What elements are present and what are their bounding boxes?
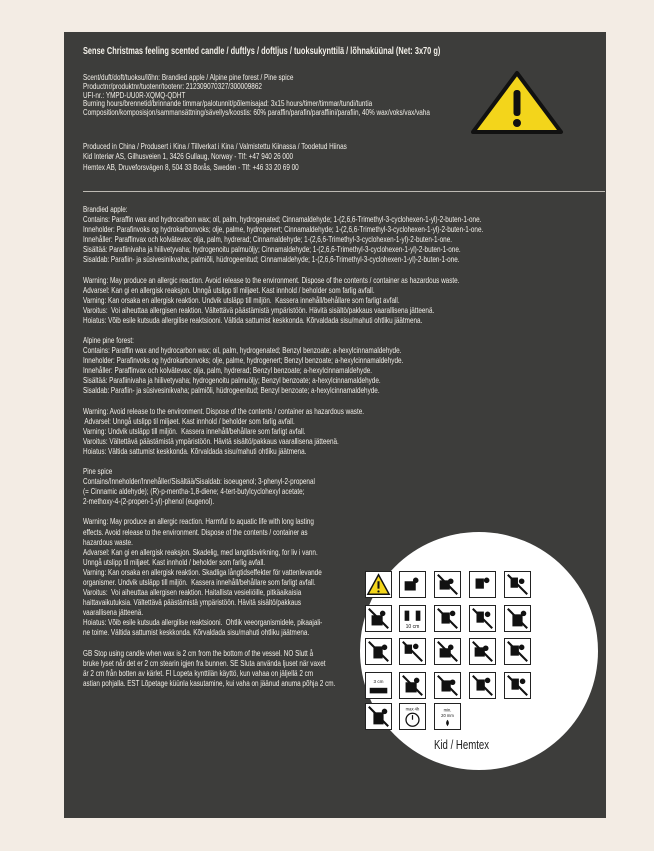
text-line: Warning: May produce an allergic reaction. Avoid release to the environment. Dispose of the contents / container as hazardous waste. <box>83 274 460 285</box>
no-cutting-icon <box>469 571 496 598</box>
spacing-icon <box>399 672 426 699</box>
min-3cm-icon <box>365 672 392 699</box>
svg-text:20 mm: 20 mm <box>441 712 454 718</box>
product-title: Sense Christmas feeling scented candle / duftlys / doftljus / tuoksukynttilä / lõhnaküünal (Net: 3x70 g) <box>83 46 441 57</box>
text-line: är 2 cm från botten av kärlet. FI Lopeta kynttilän käyttö, kun vahaa on jäljellä 2 cm <box>83 667 314 678</box>
text-line: (= Cinnamic aldehyde); (R)-p-mentha-1,8-diene; 4-tert-butylcyclohexyl acetate; <box>83 486 305 497</box>
text-line: Kid Interiør AS, Gilhusveien 1, 3426 Gullaug, Norway - Tlf: +47 940 26 000 <box>83 151 294 162</box>
text-line: Inneholder: Parafinvoks og hydrokarbonvoks; olje, palme, hydrogenert; Benzyl benzoate; a-hexylcinnamaldehyde. <box>83 355 404 366</box>
text-line: ne toime. Vältida sattumist keskkonda. Kõrvaldada sisu/mahuti ohtliku jäätmena. <box>83 627 310 638</box>
text-line: Contains: Paraffin wax and hydrocarbon wax; oil, palm, hydrogenated; Benzyl benzoate; a-hexylcinnamaldehyde. <box>83 345 402 356</box>
max-burn-time-icon <box>399 703 426 730</box>
text-line: Contains/Inneholder/Innehåller/Sisältää/Sisaldab: isoeugenol; 3-phenyl-2-propenal <box>83 476 315 487</box>
spacing-10cm-icon <box>399 605 426 632</box>
text-line: Varoitus: Vältettävä päästämistä ympäristöön. Hävitä sisältö/pakkaus vaarallisena jätteenä. <box>83 435 339 446</box>
text-line: 2-methoxy-4-(2-propen-1-yl)-phenol (eugenol). <box>83 496 215 507</box>
text-line: Burning hours/brennetid/brinnande timmar/palotunnit/põlemisajad: 3x15 hours/timer/timmar/tundi/tuntia <box>83 98 373 109</box>
text-line: Varning: Undvik utsläpp till miljön. Kassera innehåll/behållare som farligt avfall. <box>83 425 306 436</box>
distance-pictogram-icon <box>434 571 461 598</box>
text-line: Sisältää: Parafiinivaha ja hiilivetyvaha; hydrogenoitu palmuöljy; Benzyl benzoate; a-hexylcinnamaldehyde. <box>83 375 381 386</box>
text-line: Composition/komposisjon/sammansättning/sävellys/koostis: 60% paraffin/parafin/paraffiini/parafiin, 40% wax/voks/vax/vaha <box>83 107 430 118</box>
text-line: Brandied apple: <box>83 204 128 214</box>
svg-text:3 cm: 3 cm <box>373 679 384 685</box>
text-line: Scent/duft/doft/tuoksu/lõhn: Brandied apple / Alpine pine forest / Pine spice <box>83 72 294 82</box>
child-pictogram-icon <box>399 571 426 598</box>
brand-name: Kid / Hemtex <box>434 737 490 752</box>
text-line: Warning: May produce an allergic reaction. Harmful to aquatic life with long lasting <box>83 516 314 527</box>
warning-pictogram-icon <box>365 571 392 598</box>
no-fire-icon <box>504 571 531 598</box>
no-children-reach-icon <box>434 605 461 632</box>
no-drop-icon <box>434 638 461 665</box>
no-heat-icon <box>504 605 531 632</box>
text-line: Varoitus: Voi aiheuttaa allergisen reaktion. Haitallista vesieliöille, pitkäaikaisia <box>83 587 302 598</box>
text-line: Hoiatus: Vältida sattumist keskkonda. Kõrvaldada sisu/mahuti ohtliku jäätmena. <box>83 445 307 456</box>
text-line: Sisaldab: Parafiin- ja süsivesinikvaha; palmiõli, hüdrogeenitud; Benzyl benzoate; a-hexylcinnamaldehyde. <box>83 385 380 396</box>
no-touch-icon <box>504 638 531 665</box>
text-line: Innehåller: Paraffinvax och kolvätevax; olja, palm, hydrerad; Benzyl benzoate; a-hexylcinnamaldehyde. <box>83 365 373 376</box>
text-line: Hoiatus: Võib esile kutsuda allergilise reaktsiooni. Ohtlik veeorganismidele, pikaajali- <box>83 617 323 628</box>
text-line: bruke lyset når det er 2 cm stearin igjen fra bunnen. SE Sluta använda ljuset när vaxet <box>83 657 326 668</box>
text-line: Produced in China / Produsert i Kina / Tillverkat i Kina / Valmistettu Kiinassa / Toodetud Hiinas <box>83 141 347 151</box>
text-line: Unngå utslipp til miljøet. Kast innhold / beholder som farlig avfall. <box>83 556 266 567</box>
divider <box>83 191 605 192</box>
wick-length-icon <box>434 703 461 730</box>
no-water-icon <box>365 638 392 665</box>
text-line: Varning: Kan orsaka en allergisk reaktion. Skadliga långtidseffekter för vattenlevande <box>83 566 322 577</box>
text-line: astian pohjalla. EST Lõpetage küünla kasutamine, kui vaha on jäänud anuma põhja 2 cm. <box>83 677 336 688</box>
text-line: UFI-nr.: YMPD-UU0R-XQMQ-QDHT <box>83 89 186 100</box>
text-line: Advarsel: Kan gi en allergisk reaksjon. Skadelig, med langtidsvirkning, for liv i vann. <box>83 546 318 557</box>
text-line: vaarallisena jätteenä. <box>83 607 144 618</box>
text-line: organismer. Undvik utsläpp till miljön. Kassera innehåll/behållare som farligt avfall. <box>83 576 316 587</box>
no-move-icon <box>434 672 461 699</box>
text-line: Contains: Paraffin wax and hydrocarbon wax; oil, palm, hydrogenated; Cinnamaldehyde; 1-(2,6,6-Trimethyl-3-cyclohexen-1-yl)-2-buten-1-one. <box>83 214 482 225</box>
text-line: haittavaikutuksia. Vältettävä päästämistä ympäristöön. Hävitä sisältö/pakkaus <box>83 597 302 608</box>
no-extinguish-water-icon <box>365 703 392 730</box>
svg-text:10 cm: 10 cm <box>405 624 420 631</box>
candle-label <box>64 32 606 818</box>
svg-text:min.: min. <box>443 707 452 713</box>
text-line: hazardous waste. <box>83 536 133 547</box>
text-line: Advarsel: Unngå utslipp til miljøet. Kast innhold / beholder som farlig avfall. <box>83 415 295 426</box>
text-line: Inneholder: Parafinvoks og hydrokarbonvoks; olje, palme, hydrogenert; Cinnamaldehyde; 1-(2,6,6-Trimethyl-3-cyclohexen-1-yl)-2-buten-1-one. <box>83 224 484 235</box>
text-line: Productnr/produktnr/tuotenr/tootenr: 212309070327/300009862 <box>83 80 262 91</box>
text-line: Hoiatus: Võib esile kutsuda allergilise reaktsiooni. Vältida sattumist keskkonda. Kõrvaldada sisu/mahuti ohtliku jäätmena. <box>83 314 423 325</box>
no-pets-icon <box>469 605 496 632</box>
no-draft-icon <box>365 605 392 632</box>
text-line: Warning: Avoid release to the environment. Dispose of the contents / container as hazardous waste. <box>83 405 365 416</box>
text-line: Varoitus: Voi aiheuttaa allergisen reaktion. Vältettävä päästämistä ympäristöön. Hävitä sisältö/pakkaus vaarallisena jätteenä. <box>83 304 435 315</box>
no-flammable-icon <box>399 638 426 665</box>
svg-text:max 4h: max 4h <box>405 706 420 712</box>
text-line: Hemtex AB, Druveforsvägen 8, 504 33 Borås, Sweden - Tlf: +46 33 20 69 00 <box>83 161 299 172</box>
text-line: Sisältää: Parafiinivaha ja hiilivetyvaha; hydrogenoitu palmuöljy; Cinnamaldehyde; 1-(2,6,6-Trimethyl-3-cyclohexen-1-yl)-2-buten-1-one. <box>83 244 461 255</box>
wick-trim-icon <box>504 672 531 699</box>
no-wind-icon <box>469 638 496 665</box>
text-line: Alpine pine forest: <box>83 335 134 346</box>
hazard-warning-icon <box>470 70 564 134</box>
text-line: effects. Avoid release to the environment. Dispose of the contents / container as <box>83 526 308 537</box>
text-line: Pine spice <box>83 466 113 477</box>
text-line: Sisaldab: Parafiin- ja süsivesinikvaha; palmiõli, hüdrogeenitud; Cinnamaldehyde; 1-(2,6,6-Trimethyl-3-cyclohexen-1-yl)-2-buten-1-one. <box>83 254 460 265</box>
text-line: Advarsel: Kan gi en allergisk reaksjon. Unngå utslipp til miljøet. Kast innhold / beholder som farlig avfall. <box>83 284 375 295</box>
no-curtain-icon <box>469 672 496 699</box>
text-line: Varning: Kan orsaka en allergisk reaktion. Undvik utsläpp till miljön. Kassera innehåll/behållare som farligt avfall. <box>83 294 400 305</box>
text-line: Innehåller: Paraffinvax och kolvätevax; olja, palm, hydrerad; Cinnamaldehyde; 1-(2,6,6-Trimethyl-3-cyclohexen-1-yl)-2-buten-1-one. <box>83 234 453 245</box>
text-line: GB Stop using candle when wax is 2 cm from the bottom of the vessel. NO Slutt å <box>83 647 314 658</box>
